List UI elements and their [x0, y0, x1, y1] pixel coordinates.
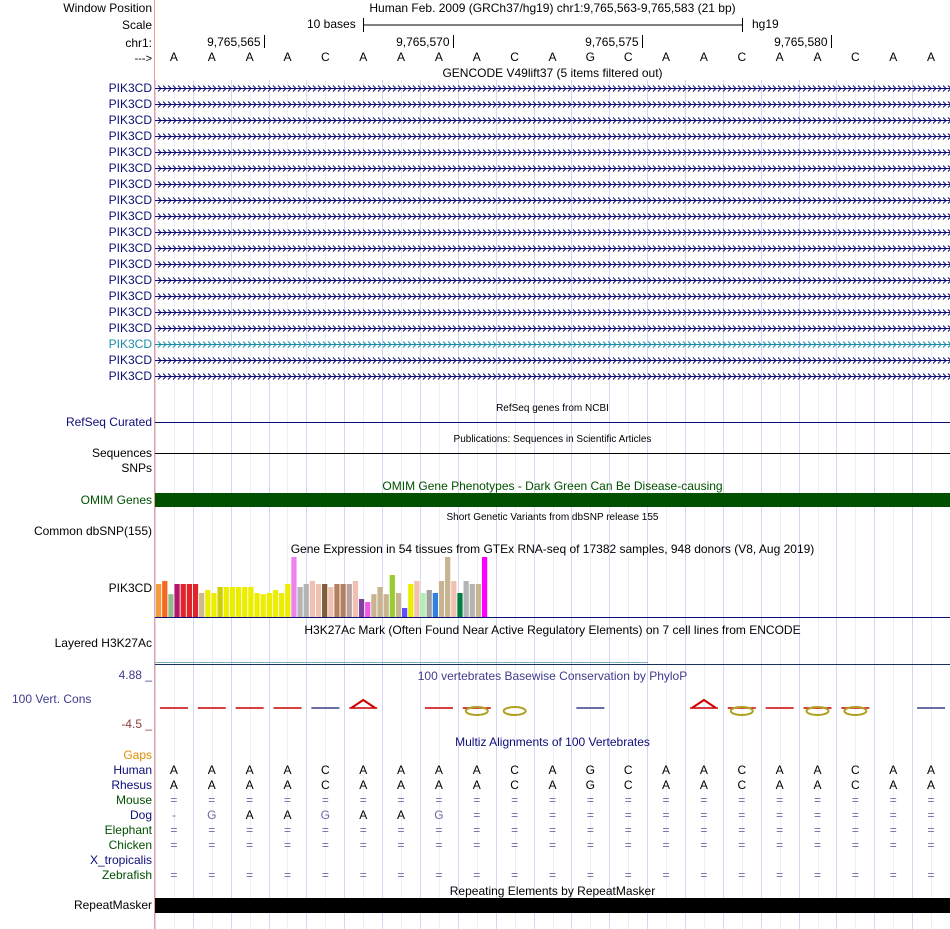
alignment-base: = [700, 823, 708, 837]
window-position-label: Window Position [63, 1, 152, 15]
alignment-base: = [208, 838, 216, 852]
gtex-tissue-bar [187, 584, 192, 617]
alignment-base: G [585, 763, 596, 777]
gtex-tissue-bar [218, 587, 223, 617]
alignment-base: A [662, 778, 671, 792]
alignment-base: = [889, 868, 897, 882]
gtex-tissue-bar [328, 587, 333, 617]
phylop-title: 100 vertebrates Basewise Conservation by PhyloP [417, 669, 688, 683]
alignment-base: A [207, 778, 216, 792]
base-letter: A [775, 50, 784, 64]
gaps-label: Gaps [123, 748, 152, 762]
alignment-base: = [548, 793, 556, 807]
multiz-title: Multiz Alignments of 100 Vertebrates [455, 735, 650, 749]
gencode-item-label[interactable]: PIK3CD [108, 97, 152, 111]
alignment-base: = [889, 793, 897, 807]
alignment-base: = [776, 823, 784, 837]
ruler-position-label: 9,765,580 [774, 35, 828, 49]
alignment-base: A [699, 778, 708, 792]
alignment-base: = [738, 793, 746, 807]
alignment-base: G [320, 808, 331, 822]
alignment-base: A [472, 763, 481, 777]
alignment-base: = [624, 808, 632, 822]
alignment-base: = [246, 868, 254, 882]
alignment-base: C [321, 778, 330, 792]
alignment-base: G [207, 808, 217, 822]
alignment-base: = [813, 823, 821, 837]
snps-label[interactable]: SNPs [121, 461, 152, 475]
species-label[interactable]: Dog [129, 808, 152, 822]
alignment-base: = [208, 793, 216, 807]
alignment-base: A [359, 763, 368, 777]
base-letter: A [283, 50, 292, 64]
alignment-base: = [283, 823, 291, 837]
alignment-base: C [623, 763, 633, 777]
alignment-base: = [700, 838, 708, 852]
alignment-base: = [321, 838, 329, 852]
alignment-base: A [889, 778, 898, 792]
base-letter: C [321, 50, 330, 64]
refseq-title: RefSeq genes from NCBI [496, 403, 609, 414]
alignment-base: A [699, 763, 708, 777]
alignment-base: = [511, 838, 519, 852]
gencode-item-label[interactable]: PIK3CD [108, 321, 152, 335]
alignment-base: = [397, 823, 405, 837]
gtex-tissue-bar [316, 584, 321, 617]
gtex-tissue-bar [279, 593, 284, 617]
alignment-base: = [738, 838, 746, 852]
alignment-base: = [397, 793, 405, 807]
alignment-base: A [397, 763, 406, 777]
alignment-base: = [208, 868, 216, 882]
species-label[interactable]: Human [113, 763, 152, 777]
gencode-item-label[interactable]: PIK3CD [108, 289, 152, 303]
alignment-base: A [397, 778, 406, 792]
alignment-base: = [927, 838, 935, 852]
gtex-tissue-bar [304, 584, 309, 617]
base-letter: A [207, 50, 216, 64]
alignment-base: = [889, 823, 897, 837]
species-label[interactable]: X_tropicalis [89, 853, 152, 867]
alignment-base: A [775, 778, 784, 792]
gtex-tissue-bar [482, 557, 487, 617]
gtex-tissue-bar [199, 593, 204, 617]
gtex-tissue-bar [359, 599, 364, 617]
alignment-base: A [813, 763, 822, 777]
alignment-base: = [624, 838, 632, 852]
alignment-base: = [548, 808, 556, 822]
gtex-tissue-bar [334, 584, 339, 617]
alignment-base: = [700, 793, 708, 807]
alignment-base: = [776, 838, 784, 852]
gtex-tissue-bar [347, 584, 352, 617]
ruler-position-label: 9,765,570 [396, 35, 450, 49]
alignment-base: = [511, 793, 519, 807]
base-letter: A [434, 50, 443, 64]
gencode-item-label[interactable]: PIK3CD [108, 161, 152, 175]
alignment-base: = [283, 868, 291, 882]
alignment-base: = [435, 793, 443, 807]
scale-label: Scale [121, 18, 152, 32]
base-letter: A [472, 50, 481, 64]
alignment-base: A [662, 763, 671, 777]
alignment-base: A [434, 778, 443, 792]
gencode-title: GENCODE V49lift37 (5 items filtered out) [442, 66, 663, 80]
alignment-base: A [548, 763, 557, 777]
alignment-base: A [245, 778, 254, 792]
alignment-base: A [283, 763, 292, 777]
alignment-base: A [434, 763, 443, 777]
alignment-base: = [321, 868, 329, 882]
alignment-base: = [435, 838, 443, 852]
base-letter: A [359, 50, 368, 64]
alignment-base: = [586, 793, 594, 807]
alignment-base: = [473, 808, 481, 822]
assembly-position-text: Human Feb. 2009 (GRCh37/hg19) chr1:9,765,563-9,765,583 (21 bp) [369, 1, 736, 15]
gtex-label[interactable]: PIK3CD [108, 581, 152, 595]
alignment-base: = [548, 823, 556, 837]
gtex-tissue-bar [414, 581, 419, 617]
gtex-title: Gene Expression in 54 tissues from GTEx RNA-seq of 17382 samples, 948 donors (V8, Aug 2019) [290, 542, 815, 556]
alignment-base: = [397, 838, 405, 852]
omim-gene-bar [155, 493, 950, 507]
alignment-base: A [169, 763, 178, 777]
alignment-base: = [548, 838, 556, 852]
alignment-base: = [662, 823, 670, 837]
dbsnp-label[interactable]: Common dbSNP(155) [33, 524, 152, 538]
gtex-tissue-bar [402, 608, 407, 617]
alignment-base: = [170, 838, 178, 852]
alignment-base: C [737, 763, 747, 777]
alignment-base: = [511, 823, 519, 837]
alignment-base: C [321, 763, 330, 777]
scale-bases-text: 10 bases [307, 17, 356, 31]
alignment-base: A [169, 778, 178, 792]
alignment-base: = [662, 838, 670, 852]
repeatmasker-bar [155, 898, 950, 913]
alignment-base: A [472, 778, 481, 792]
gtex-tissue-bar [193, 584, 198, 617]
alignment-base: = [435, 823, 443, 837]
gtex-tissue-bar [248, 587, 253, 617]
alignment-base: = [246, 838, 254, 852]
alignment-base: = [321, 793, 329, 807]
base-letter: A [245, 50, 254, 64]
phylop-logo-glyph [504, 707, 526, 715]
gtex-tissue-bar [181, 584, 186, 617]
base-letter: A [889, 50, 898, 64]
gtex-tissue-bar [224, 587, 229, 617]
gencode-item-label[interactable]: PIK3CD [108, 225, 152, 239]
base-letter: A [548, 50, 557, 64]
gencode-item-label[interactable]: PIK3CD [108, 241, 152, 255]
alignment-base: = [359, 823, 367, 837]
alignment-base: = [776, 868, 784, 882]
alignment-base: A [359, 778, 368, 792]
gencode-item-label[interactable]: PIK3CD [108, 81, 152, 95]
species-label[interactable]: Elephant [104, 823, 152, 837]
alignment-base: = [776, 808, 784, 822]
phylop-label[interactable]: 100 Vert. Cons [12, 692, 92, 706]
gtex-tissue-bar [470, 584, 475, 617]
gtex-tissue-bar [310, 581, 315, 617]
alignment-base: = [283, 838, 291, 852]
gencode-item-label[interactable]: PIK3CD [108, 337, 152, 351]
omim-label[interactable]: OMIM Genes [80, 493, 152, 507]
gencode-item-label[interactable]: PIK3CD [108, 177, 152, 191]
alignment-base: = [927, 808, 935, 822]
gtex-tissue-bar [377, 587, 382, 617]
gtex-tissue-bar [236, 587, 241, 617]
alignment-base: G [434, 808, 444, 822]
gtex-tissue-bar [162, 581, 167, 617]
alignment-base: = [359, 793, 367, 807]
gtex-tissue-bar [433, 593, 438, 617]
alignment-base: A [889, 763, 898, 777]
gtex-tissue-bar [390, 575, 395, 617]
base-letter: A [169, 50, 178, 64]
alignment-base: = [624, 793, 632, 807]
gencode-item-label[interactable]: PIK3CD [108, 273, 152, 287]
alignment-base: A [927, 778, 936, 792]
alignment-base: = [927, 823, 935, 837]
phylop-peak-letter [692, 700, 716, 708]
gtex-tissue-bar [445, 557, 450, 617]
alignment-base: = [246, 793, 254, 807]
gencode-item-label[interactable]: PIK3CD [108, 145, 152, 159]
alignment-base: = [359, 868, 367, 882]
alignment-base: = [246, 823, 254, 837]
gtex-tissue-bar [451, 581, 456, 617]
repeatmasker-title: Repeating Elements by RepeatMasker [449, 884, 656, 898]
alignment-base: = [662, 793, 670, 807]
base-letter: C [737, 50, 747, 64]
gtex-tissue-bar [408, 584, 413, 617]
base-letter: C [623, 50, 633, 64]
alignment-base: A [245, 808, 254, 822]
species-label[interactable]: Chicken [108, 838, 152, 852]
alignment-base: C [623, 778, 633, 792]
base-letter: C [510, 50, 519, 64]
gtex-tissue-bar [205, 590, 210, 617]
alignment-base: A [548, 778, 557, 792]
alignment-base: = [586, 838, 594, 852]
alignment-base: = [586, 808, 594, 822]
gtex-tissue-bar [457, 593, 462, 617]
species-label[interactable]: Zebrafish [101, 868, 152, 882]
gencode-item-label[interactable]: PIK3CD [108, 193, 152, 207]
alignment-base: - [171, 808, 176, 822]
base-letter: A [662, 50, 671, 64]
alignment-base: = [851, 823, 859, 837]
species-label[interactable]: Rhesus [111, 778, 152, 792]
strand-label[interactable]: ---> [134, 53, 152, 65]
gtex-tissue-bar [365, 602, 370, 617]
gencode-item-label[interactable]: PIK3CD [108, 113, 152, 127]
alignment-base: = [851, 838, 859, 852]
gtex-tissue-bar [211, 593, 216, 617]
gtex-tissue-bar [427, 590, 432, 617]
alignment-base: = [700, 808, 708, 822]
alignment-base: C [737, 778, 747, 792]
alignment-base: A [359, 808, 368, 822]
gencode-item-label[interactable]: PIK3CD [108, 209, 152, 223]
alignment-base: = [511, 808, 519, 822]
alignment-base: = [511, 868, 519, 882]
track-labels-column [0, 0, 154, 929]
alignment-base: = [889, 808, 897, 822]
ruler-position-label: 9,765,565 [207, 35, 261, 49]
gtex-tissue-bar [297, 587, 302, 617]
gtex-tissue-bar [273, 590, 278, 617]
publications-label[interactable]: Sequences [91, 446, 152, 460]
gtex-tissue-bar [384, 594, 389, 617]
alignment-base: = [283, 793, 291, 807]
gencode-item-label[interactable]: PIK3CD [108, 369, 152, 383]
gtex-tissue-bar [174, 584, 179, 617]
alignment-base: = [813, 868, 821, 882]
base-letter: A [813, 50, 822, 64]
refseq-label[interactable]: RefSeq Curated [65, 415, 152, 429]
alignment-base: = [624, 868, 632, 882]
alignment-base: A [813, 778, 822, 792]
alignment-base: = [927, 793, 935, 807]
alignment-base: = [321, 823, 329, 837]
alignment-base: = [473, 823, 481, 837]
alignment-base: = [473, 838, 481, 852]
gtex-tissue-bar [285, 584, 290, 617]
species-label[interactable]: Mouse [115, 793, 152, 807]
phylop-max-label: 4.88 _ [118, 668, 152, 682]
gtex-tissue-bar [464, 581, 469, 617]
alignment-base: = [473, 868, 481, 882]
gtex-tissue-bar [242, 587, 247, 617]
track-image-area[interactable] [155, 0, 950, 929]
gtex-tissue-bar [341, 584, 346, 617]
alignment-base: A [283, 808, 292, 822]
base-letter: A [699, 50, 708, 64]
alignment-base: G [585, 778, 596, 792]
alignment-base: = [813, 808, 821, 822]
alignment-base: = [851, 808, 859, 822]
alignment-base: A [775, 763, 784, 777]
alignment-base: A [397, 808, 406, 822]
gtex-tissue-bar [267, 593, 272, 617]
gtex-tissue-bar [476, 584, 481, 617]
alignment-base: = [738, 823, 746, 837]
alignment-base: = [813, 793, 821, 807]
base-letter: A [927, 50, 936, 64]
gencode-item-label[interactable]: PIK3CD [108, 353, 152, 367]
alignment-base: C [510, 763, 519, 777]
alignment-base: = [170, 823, 178, 837]
gtex-tissue-bar [291, 557, 296, 617]
gtex-tissue-bar [353, 581, 358, 617]
alignment-base: = [359, 838, 367, 852]
alignment-base: = [473, 793, 481, 807]
repeatmasker-label[interactable]: RepeatMasker [73, 898, 152, 912]
omim-title: OMIM Gene Phenotypes - Dark Green Can Be Disease-causing [382, 479, 723, 493]
gtex-tissue-bar [230, 587, 235, 617]
alignment-base: A [207, 763, 216, 777]
alignment-base: = [700, 868, 708, 882]
alignment-base: = [435, 868, 443, 882]
alignment-base: = [662, 808, 670, 822]
publications-title: Publications: Sequences in Scientific Articles [453, 434, 652, 445]
alignment-base: = [397, 868, 405, 882]
gtex-tissue-bar [420, 593, 425, 617]
base-letter: A [397, 50, 406, 64]
alignment-base: = [738, 868, 746, 882]
alignment-base: C [851, 778, 860, 792]
alignment-base: = [662, 868, 670, 882]
phylop-min-label: -4.5 _ [121, 717, 152, 731]
gtex-tissue-bar [168, 594, 173, 617]
ruler-position-label: 9,765,575 [585, 35, 639, 49]
h3k27ac-label[interactable]: Layered H3K27Ac [54, 636, 152, 650]
alignment-base: A [927, 763, 936, 777]
alignment-base: = [170, 793, 178, 807]
h3k27ac-title: H3K27Ac Mark (Often Found Near Active Regulatory Elements) on 7 cell lines from ENCODE [304, 623, 801, 637]
gtex-tissue-bar [261, 594, 266, 617]
alignment-base: = [776, 793, 784, 807]
alignment-base: C [510, 778, 519, 792]
chr-label: chr1: [125, 36, 152, 50]
alignment-base: = [738, 808, 746, 822]
alignment-base: = [586, 823, 594, 837]
alignment-base: C [851, 763, 860, 777]
alignment-base: = [851, 868, 859, 882]
gencode-item-label[interactable]: PIK3CD [108, 305, 152, 319]
gtex-tissue-bar [439, 581, 444, 617]
base-letter: G [585, 50, 596, 64]
alignment-base: = [927, 868, 935, 882]
alignment-base: = [208, 823, 216, 837]
alignment-base: A [245, 763, 254, 777]
scale-db-text: hg19 [752, 17, 779, 31]
gtex-tissue-bar [396, 593, 401, 617]
gtex-tissue-bar [371, 594, 376, 617]
alignment-base: = [813, 838, 821, 852]
alignment-base: = [170, 868, 178, 882]
alignment-base: = [624, 823, 632, 837]
alignment-base: = [548, 868, 556, 882]
gencode-item-label[interactable]: PIK3CD [108, 129, 152, 143]
gtex-tissue-bar [156, 584, 161, 617]
gtex-tissue-bar [322, 584, 327, 617]
alignment-base: = [889, 838, 897, 852]
alignment-base: = [586, 868, 594, 882]
base-letter: C [851, 50, 860, 64]
gencode-item-label[interactable]: PIK3CD [108, 257, 152, 271]
alignment-base: = [851, 793, 859, 807]
gtex-tissue-bar [254, 593, 259, 617]
alignment-base: A [283, 778, 292, 792]
dbsnp-title: Short Genetic Variants from dbSNP release 155 [446, 512, 659, 523]
